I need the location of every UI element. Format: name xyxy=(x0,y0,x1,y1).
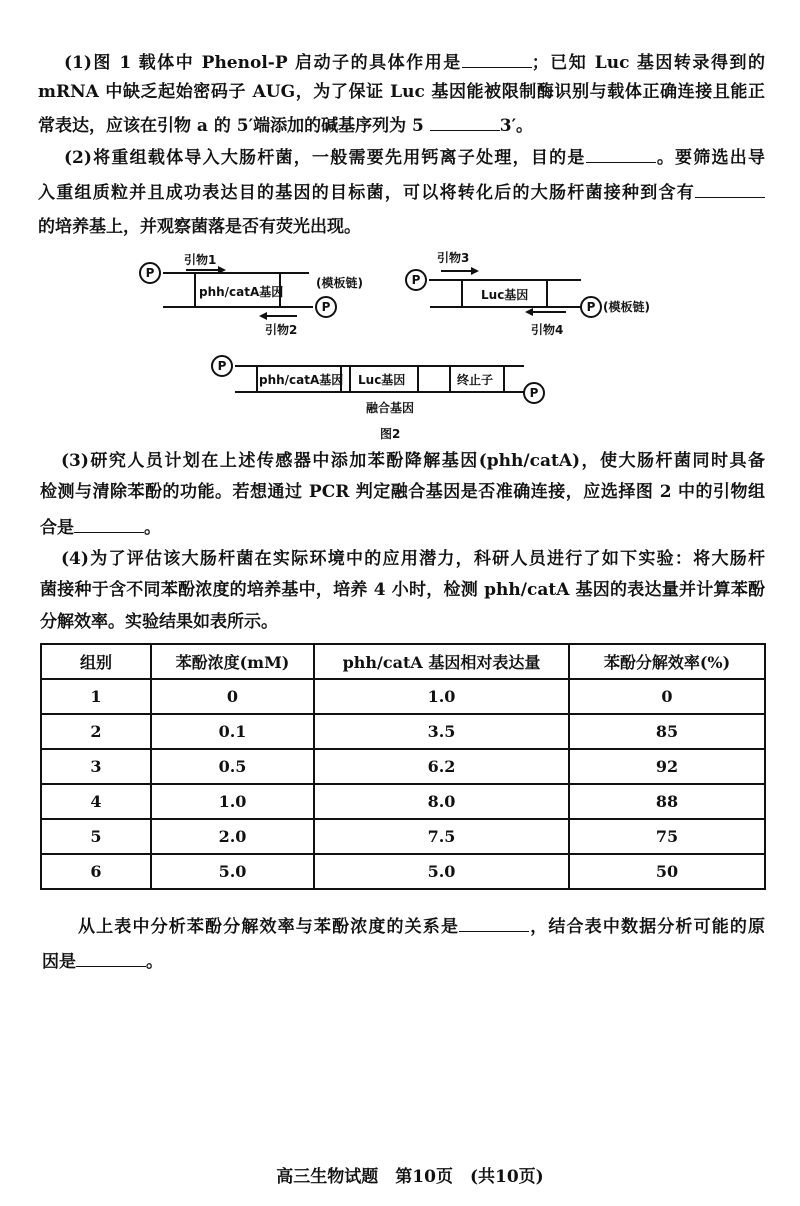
template-strand-label: (模板链) xyxy=(603,300,650,314)
text: 因是 xyxy=(42,952,76,972)
arrow-left-icon xyxy=(259,312,267,320)
primer-4-label: 引物4 xyxy=(531,323,564,337)
text: (2)将重组载体导入大肠杆菌，一般需要先用钙离子处理，目的是 xyxy=(64,148,586,168)
text: 从上表中分析苯酚分解效率与苯酚浓度的关系是 xyxy=(78,917,460,937)
terminator-label: 终止子 xyxy=(457,373,494,387)
table-cell: 0 xyxy=(151,679,314,714)
table-cell: 8.0 xyxy=(314,784,569,819)
page-footer: 高三生物试题 第10页 (共10页) xyxy=(276,1167,544,1187)
table-cell: 3 xyxy=(41,749,151,784)
q4-line2: 菌接种于含不同苯酚浓度的培养基中，培养 4 小时，检测 phh/catA 基因的表达量并计算苯酚 xyxy=(40,580,765,600)
table-cell: 92 xyxy=(569,749,765,784)
q4-analysis-line1 xyxy=(78,915,765,938)
table-cell: 5 xyxy=(41,819,151,854)
table-cell: 0 xyxy=(569,679,765,714)
phosphate-label: P xyxy=(145,266,155,280)
table-cell: 1.0 xyxy=(314,679,569,714)
column-header: 组别 xyxy=(41,644,151,679)
answer-blank[interactable] xyxy=(74,516,144,533)
q1-line2: mRNA 中缺乏起始密码子 AUG，为了保证 Luc 基因能被限制酶识别与载体正确连接且能正 xyxy=(38,82,765,102)
fusion-gene-label: 融合基因 xyxy=(366,401,415,415)
phosphate-label: P xyxy=(586,300,596,314)
text: (1)图 1 载体中 Phenol-P 启动子的具体作用是 xyxy=(64,53,462,73)
text: 合是 xyxy=(40,518,74,538)
arrow-left-icon xyxy=(525,308,533,316)
primer-2-label: 引物2 xyxy=(265,323,298,337)
luc-gene-label: Luc基因 xyxy=(481,288,529,302)
arrow-right-icon xyxy=(471,267,479,275)
table-cell: 5.0 xyxy=(314,854,569,889)
table-cell: 3.5 xyxy=(314,714,569,749)
phosphate-label: P xyxy=(321,300,331,314)
primer-1-label: 引物1 xyxy=(184,253,217,267)
table-cell: 85 xyxy=(569,714,765,749)
figure-2-diagram xyxy=(0,0,800,450)
text: 。要筛选出导 xyxy=(655,148,766,168)
luc-gene-label: Luc基因 xyxy=(358,373,406,387)
phosphate-label: P xyxy=(529,386,539,400)
q2-line3: 的培养基上，并观察菌落是否有荧光出现。 xyxy=(38,217,361,237)
table-cell: 7.5 xyxy=(314,819,569,854)
primer-3-label: 引物3 xyxy=(437,251,470,265)
text: 3′。 xyxy=(499,116,534,136)
table-cell: 2 xyxy=(41,714,151,749)
table-row xyxy=(41,784,765,819)
table-cell: 0.1 xyxy=(151,714,314,749)
table-cell: 4 xyxy=(41,784,151,819)
table-cell: 88 xyxy=(569,784,765,819)
table-row xyxy=(41,854,765,889)
table-cell: 5.0 xyxy=(151,854,314,889)
phosphate-label: P xyxy=(411,273,421,287)
table-cell: 0.5 xyxy=(151,749,314,784)
q4-line1: (4)为了评估该大肠杆菌在实际环境中的应用潜力，科研人员进行了如下实验：将大肠杆 xyxy=(61,549,765,569)
figure-caption: 图2 xyxy=(380,427,401,441)
table-row xyxy=(41,679,765,714)
table-cell: 1 xyxy=(41,679,151,714)
answer-blank[interactable] xyxy=(459,915,529,932)
phh-gene-label: phh/catA基因 xyxy=(199,285,284,299)
table-row xyxy=(41,819,765,854)
table-cell: 2.0 xyxy=(151,819,314,854)
table-cell: 1.0 xyxy=(151,784,314,819)
q3-line1: (3)研究人员计划在上述传感器中添加苯酚降解基因(phh/catA)，使大肠杆菌同时具备 xyxy=(61,451,765,471)
column-header: 苯酚分解效率(%) xyxy=(569,644,765,679)
table-cell: 50 xyxy=(569,854,765,889)
q4-analysis-line2 xyxy=(42,950,163,973)
text: ，结合表中数据分析可能的原 xyxy=(529,917,766,937)
results-table xyxy=(40,643,766,890)
text: ；已知 Luc 基因转录得到的 xyxy=(531,53,765,73)
table-cell: 75 xyxy=(569,819,765,854)
template-strand-label: (模板链) xyxy=(316,276,363,290)
table-row xyxy=(41,714,765,749)
text: 入重组质粒并且成功表达目的基因的目标菌，可以将转化后的大肠杆菌接种到含有 xyxy=(38,183,695,203)
table-cell: 6 xyxy=(41,854,151,889)
table-row xyxy=(41,749,765,784)
column-header: phh/catA 基因相对表达量 xyxy=(314,644,569,679)
q3-line2: 检测与清除苯酚的功能。若想通过 PCR 判定融合基因是否准确连接，应选择图 2 中的引物组 xyxy=(40,482,765,502)
column-header: 苯酚浓度(mM) xyxy=(151,644,314,679)
q4-line3: 分解效率。实验结果如表所示。 xyxy=(40,612,278,632)
table-header-row xyxy=(41,644,765,679)
answer-blank[interactable] xyxy=(76,950,146,967)
phosphate-label: P xyxy=(217,359,227,373)
phh-gene-label: phh/catA基因 xyxy=(259,373,344,387)
text: 常表达，应该在引物 a 的 5′端添加的碱基序列为 5 xyxy=(38,116,424,136)
text: 。 xyxy=(146,952,163,972)
text: 。 xyxy=(144,518,161,538)
q3-line3 xyxy=(40,516,161,539)
table-cell: 6.2 xyxy=(314,749,569,784)
